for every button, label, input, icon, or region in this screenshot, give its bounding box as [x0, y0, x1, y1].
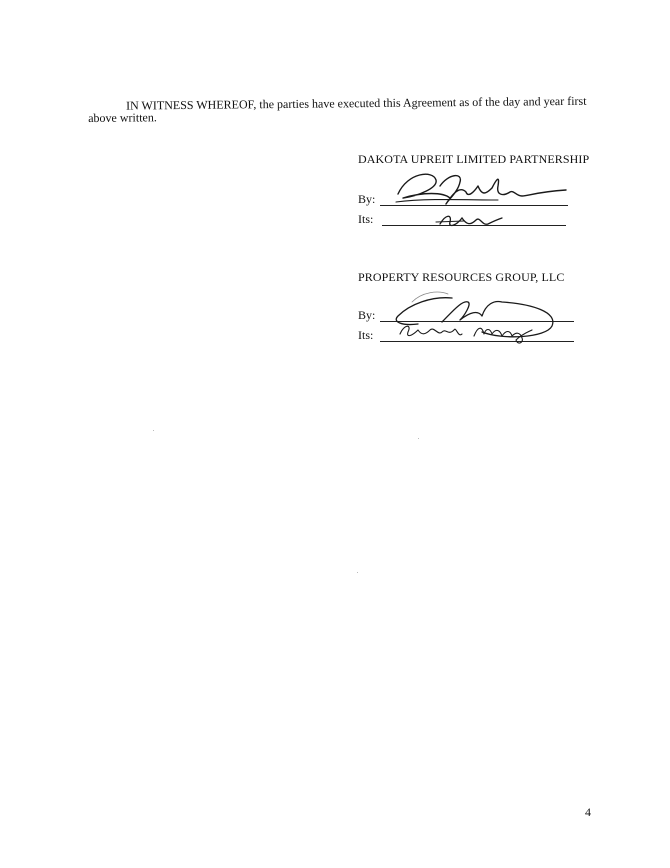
- page-number: 4: [585, 805, 591, 819]
- its-label: Its:: [358, 212, 374, 226]
- witness-clause: [88, 95, 608, 124]
- party-name-property-resources: PROPERTY RESOURCES GROUP, LLC: [358, 270, 565, 284]
- its-label: Its:: [358, 328, 374, 342]
- witness-line-2: above written.: [88, 110, 157, 125]
- handwritten-title-dakota: [436, 210, 506, 234]
- scan-speck: [418, 438, 419, 439]
- scan-speck: [153, 430, 154, 431]
- scan-speck: [357, 572, 358, 573]
- handwritten-signature-dakota: [388, 162, 568, 212]
- handwritten-signature-property-resources: [382, 282, 582, 348]
- by-label: By:: [358, 192, 376, 206]
- party-name-dakota: DAKOTA UPREIT LIMITED PARTNERSHIP: [358, 152, 590, 166]
- signature-block-dakota: [358, 152, 618, 226]
- witness-line-1: IN WITNESS WHEREOF, the parties have executed this Agreement as of the day and year first: [125, 93, 587, 113]
- by-label: By:: [358, 308, 376, 322]
- signature-block-property-resources: [358, 270, 618, 342]
